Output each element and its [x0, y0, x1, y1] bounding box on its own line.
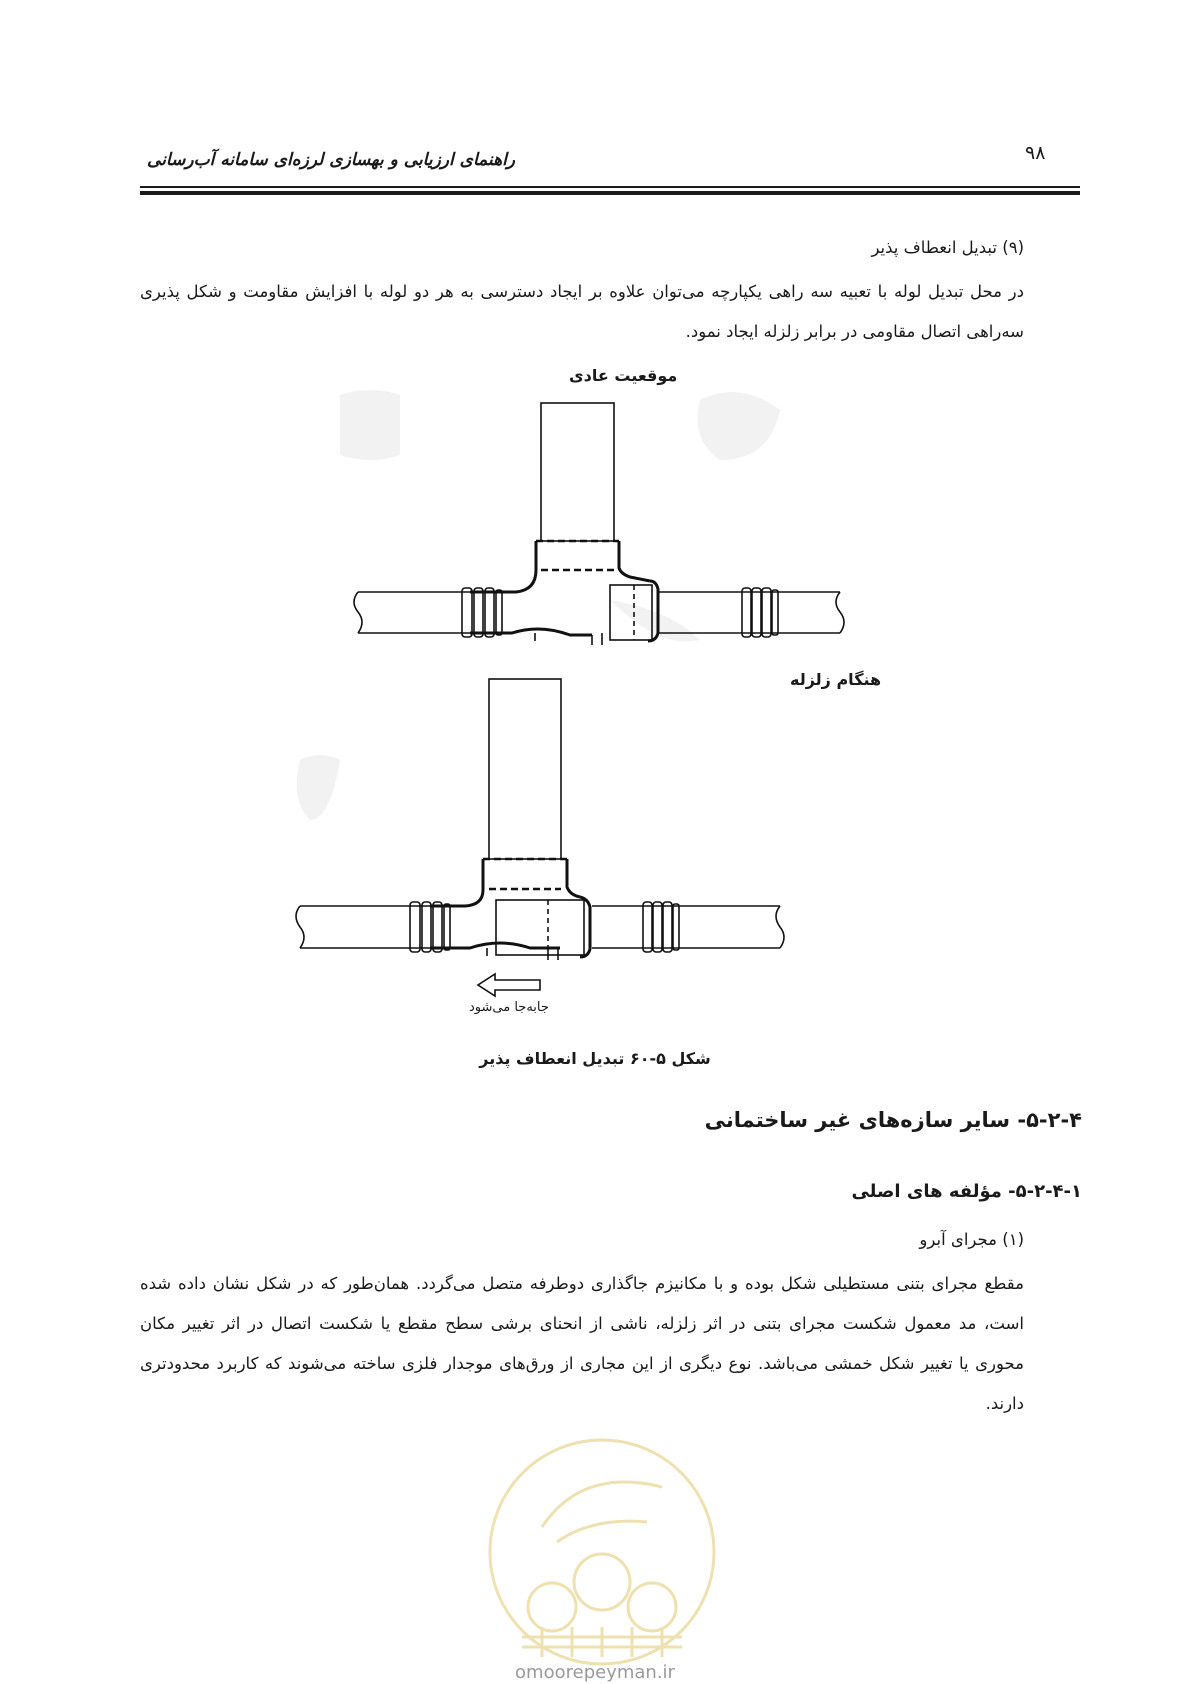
- tee-earthquake: [296, 679, 784, 960]
- watermark-logo: [482, 1432, 722, 1672]
- figure-background-shading: [297, 390, 780, 820]
- running-title: راهنمای ارزیابی و بهسازی لرزه‌ای سامانه آب‌رسانی: [147, 150, 515, 170]
- displacement-arrow: [478, 974, 540, 996]
- section-9-title: (۹) تبدیل انعطاف پذیر: [871, 238, 1024, 257]
- section-9-body: در محل تبدیل لوله با تعبیه سه راهی یکپارچه می‌توان علاوه بر ایجاد دسترسی به هر دو لوله با افزایش مقاومت و شکل پذیری سه‌راهی اتصال مقاومی در برابر زلزله ایجاد نمود.: [140, 282, 1024, 341]
- branch-pipe-top: [541, 403, 614, 541]
- item-1-body: مقطع مجرای بتنی مستطیلی شکل بوده و با مکانیزم جاگذاری دوطرفه متصل می‌گردد. همان‌طور که در شکل نشان داده شده است، مد معمول شکست مجرای بتنی در اثر زلزله، ناشی از انحنای برشی سطح مقطع یا شکست اتصال در اثر تغییر مکان محوری یا تغییر شکل خمشی می‌باشد. نوع دیگری از این مجاری از ورق‌های موجدار فلزی ساخته می‌شوند که کاربرد محدودتری دارند.: [140, 1274, 1024, 1413]
- arrow-label: جابه‌جا می‌شود: [469, 1000, 549, 1015]
- branch-pipe-bottom: [489, 679, 561, 859]
- item-1-title: (۱) مجرای آبرو: [919, 1230, 1024, 1249]
- tee-normal: [354, 403, 844, 645]
- page-number: ۹۸: [1025, 142, 1046, 164]
- section-heading-4-2-5-1: ۵-۲-۴-۱- مؤلفه های اصلی: [851, 1181, 1082, 1202]
- watermark-url: omoorepeyman.ir: [515, 1662, 675, 1683]
- label-normal-position: موقعیت عادی: [569, 366, 678, 385]
- label-during-earthquake: هنگام زلزله: [790, 670, 882, 689]
- section-heading-4-2-5: ۵-۲-۴- سایر سازه‌های غیر ساختمانی: [704, 1108, 1082, 1132]
- figure-caption: شکل ۵-۶۰ تبدیل انعطاف پذیر: [479, 1049, 711, 1068]
